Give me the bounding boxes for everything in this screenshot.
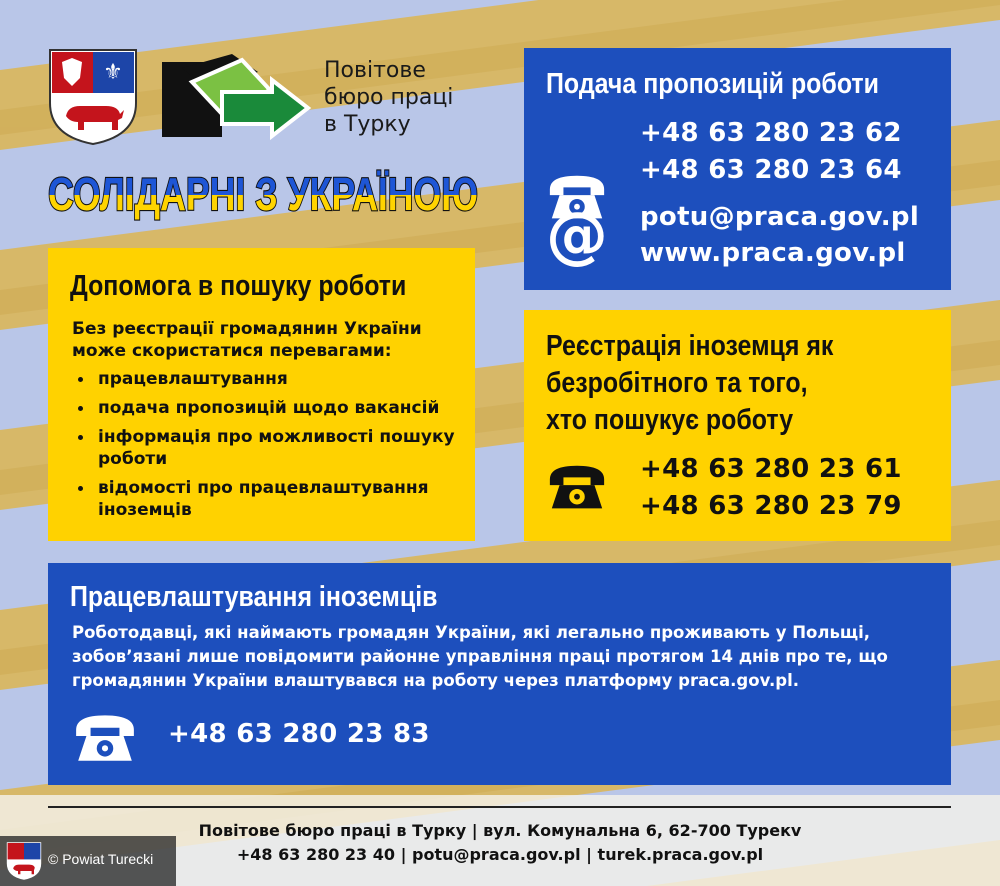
list-item	[72, 368, 462, 390]
phone-number[interactable]: +48 63 280 23 83	[168, 719, 430, 749]
foreigner-employment-text: Роботодавці, які наймають громадян України, які легально проживають у Польщі, зобов’язані лише повідомити районне управління праці протягом 14 днів про те, що громадянин України влаштувався на роботу через платформу praca.gov.pl.	[72, 623, 888, 690]
labour-office-logo-icon	[162, 52, 310, 148]
website-link[interactable]: www.praca.gov.pl	[640, 238, 906, 268]
phone-number[interactable]: +48 63 280 23 64	[640, 155, 902, 185]
credit-text: © Powiat Turecki	[48, 851, 154, 867]
list-item-text: подача пропозицій щодо вакансій	[98, 398, 440, 418]
list-item-text: інформація про можливості пошуку роботи	[98, 427, 455, 469]
bullet-icon	[78, 377, 83, 382]
registration-title-line: безробітного та того,	[546, 367, 808, 399]
list-item	[72, 397, 462, 419]
job-search-help-title: Допомога в пошуку роботи	[70, 270, 407, 302]
solidarity-slogan	[44, 160, 484, 222]
registration-title-line: Реєстрація іноземця як	[546, 330, 834, 362]
office-name-line: в Турку	[324, 112, 411, 137]
office-name	[324, 57, 524, 138]
office-name-line: бюро праці	[324, 85, 454, 110]
phone-number[interactable]: +48 63 280 23 61	[640, 454, 902, 484]
email-link[interactable]: potu@praca.gov.pl	[640, 202, 920, 232]
footer-contacts: +48 63 280 23 40 | potu@praca.gov.pl | turek.praca.gov.pl	[236, 845, 764, 864]
job-offers-title: Подача пропозицій роботи	[546, 68, 879, 100]
credit-watermark	[0, 836, 176, 886]
bullet-icon	[78, 486, 83, 491]
list-item	[72, 477, 462, 521]
bullet-icon	[78, 435, 83, 440]
office-name-line: Повітове	[324, 58, 426, 83]
svg-text:⚜: ⚜	[103, 60, 123, 85]
list-item-text: працевлаштування	[98, 369, 288, 389]
registration-title-line: хто пошукує роботу	[546, 404, 794, 436]
telephone-icon	[72, 705, 138, 771]
footer-address: Повітове бюро праці в Турку | вул. Комунальна 6, 62-700 Турекv	[198, 821, 802, 840]
job-search-help-box	[48, 248, 475, 541]
list-item-text: відомості про працевлаштування іноземців	[98, 478, 429, 520]
coat-of-arms-icon	[6, 841, 42, 881]
foreigner-employment-title: Працевлаштування іноземців	[70, 581, 438, 613]
job-offers-box	[524, 48, 951, 290]
bullet-icon	[78, 406, 83, 411]
foreigner-employment-box	[48, 563, 951, 785]
footer-divider	[48, 806, 951, 808]
phone-number[interactable]: +48 63 280 23 79	[640, 491, 902, 521]
job-search-help-intro: Без реєстрації громадянин України може скористатися перевагами:	[72, 319, 422, 361]
telephone-icon	[546, 456, 608, 518]
registration-title	[546, 328, 907, 439]
phone-number[interactable]: +48 63 280 23 62	[640, 118, 902, 148]
at-sign-icon: @	[546, 198, 608, 271]
coat-of-arms-icon	[48, 48, 138, 146]
list-item	[72, 426, 462, 470]
registration-box	[524, 310, 951, 541]
solidarity-slogan-text: СОЛІДАРНІ З УКРАЇНОЮ	[48, 168, 478, 220]
benefits-list	[72, 368, 462, 528]
